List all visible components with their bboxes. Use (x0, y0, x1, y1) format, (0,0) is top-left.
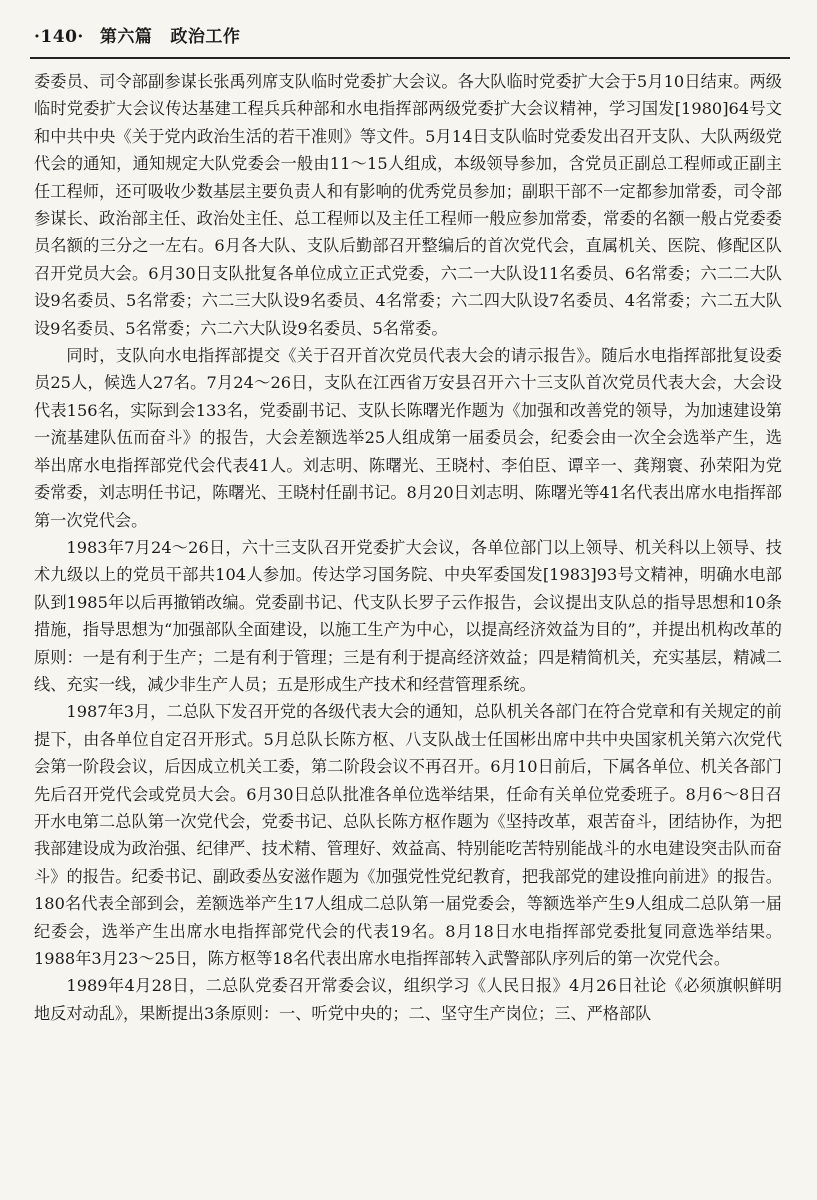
header-rule (30, 57, 790, 59)
paragraph: 1983年7月24～26日，六十三支队召开党委扩大会议，各单位部门以上领导、机关科以上领导、技术九级以上的党员干部共104人参加。传达学习国务院、中央军委国发[1983]93号文精神，明确水电部队到1985年以后再撤销改编。党委副书记、代支队长罗子云作报告，会议提出支队总的指导思想和10条措施，指导思想为“加强部队全面建设，以施工生产为中心，以提高经济效益为目的”，并提出机构改革的原则：一是有利于生产；二是有利于管理；三是有利于提高经济效益；四是精简机关，充实基层，精减二线、充实一线，减少非生产人员；五是形成生产技术和经营管理系统。 (34, 537, 782, 694)
paragraph: 1987年3月，二总队下发召开党的各级代表大会的通知，总队机关各部门在符合党章和有关规定的前提下，由各单位自定召开形式。5月总队长陈方枢、八支队战士任国彬出席中共中央国家机关第六次党代会第一阶段会议，后因成立机关工委，第二阶段会议不再召开。6月10日前后，下属各单位、机关各部门先后召开党代会或党员大会。6月30日总队批准各单位选举结果，任命有关单位党委班子。8月6～8日召开水电第二总队第一次党代会，党委书记、总队长陈方枢作题为《坚持改革，艰苦奋斗，团结协作，为把我部建设成为政治强、纪律严、技术精、管理好、效益高、特别能吃苦特别能战斗的水电建设突击队而奋斗》的报告。纪委书记、副政委丛安滋作题为《加强党性党纪教育，把我部党的建设推向前进》的报告。180名代表全部到会，差额选举产生17人组成二总队第一届党委会，等额选举产生9人组成二总队第一届纪委会，选举产生出席水电指挥部党代会的代表19名。8月18日水电指挥部党委批复同意选举结果。1988年3月23～25日，陈方枢等18名代表出席水电指挥部转入武警部队序列后的第一次党代会。 (34, 702, 782, 968)
body-text (34, 68, 782, 1027)
running-header (34, 22, 771, 52)
paragraph: 1989年4月28日，二总队党委召开常委会议，组织学习《人民日报》4月26日社论《必须旗帜鲜明地反对动乱》，果断提出3条原则：一、听党中央的；二、坚守生产岗位；三、严格部队 (34, 976, 782, 1023)
paragraph: 同时，支队向水电指挥部提交《关于召开首次党员代表大会的请示报告》。随后水电指挥部批复设委员25人，候选人27名。7月24～26日，支队在江西省万安县召开六十三支队首次党员代表大会，大会设代表156名，实际到会133名，党委副书记、支队长陈曙光作题为《加强和改善党的领导，为加速建设第一流基建队伍而奋斗》的报告，大会差额选举25人组成第一届委员会，纪委会由一次全会选举产生，选举出席水电指挥部党代会代表41人。刘志明、陈曙光、王晓村、李伯臣、谭辛一、龚翔寰、孙荣阳为党委常委，刘志明任书记，陈曙光、王晓村任副书记。8月20日刘志明、陈曙光等41名代表出席水电指挥部第一次党代会。 (34, 346, 782, 530)
part-label: 第六篇 (99, 27, 153, 47)
chapter-title: 政治工作 (170, 27, 241, 47)
paragraph: 委委员、司令部副参谋长张禹列席支队临时党委扩大会议。各大队临时党委扩大会于5月10日结束。两级临时党委扩大会议传达基建工程兵兵种部和水电指挥部两级党委扩大会议精神，学习国发[1980]64号文和中共中央《关于党内政治生活的若干准则》等文件。5月14日支队临时党委发出召开支队、大队两级党代会的通知，通知规定大队党委会一般由11～15人组成，本级领导参加，含党员正副总工程师或正副主任工程师，还可吸收少数基层主要负责人和有影响的优秀党员参加；副职干部不一定都参加常委，司令部参谋长、政治部主任、政治处主任、总工程师以及主任工程师一般应参加常委，常委的名额一般占党委委员名额的三分之一左右。6月各大队、支队后勤部召开整编后的首次党代会，直属机关、医院、修配区队召开党员大会。6月30日支队批复各单位成立正式党委，六二一大队设11名委员、6名常委；六二二大队设9名委员、5名常委；六二三大队设9名委员、4名常委；六二四大队设7名委员、4名常委；六二五大队设9名委员、5名常委；六二六大队设9名委员、5名常委。 (34, 72, 782, 338)
page-number: ·140· (34, 27, 84, 47)
